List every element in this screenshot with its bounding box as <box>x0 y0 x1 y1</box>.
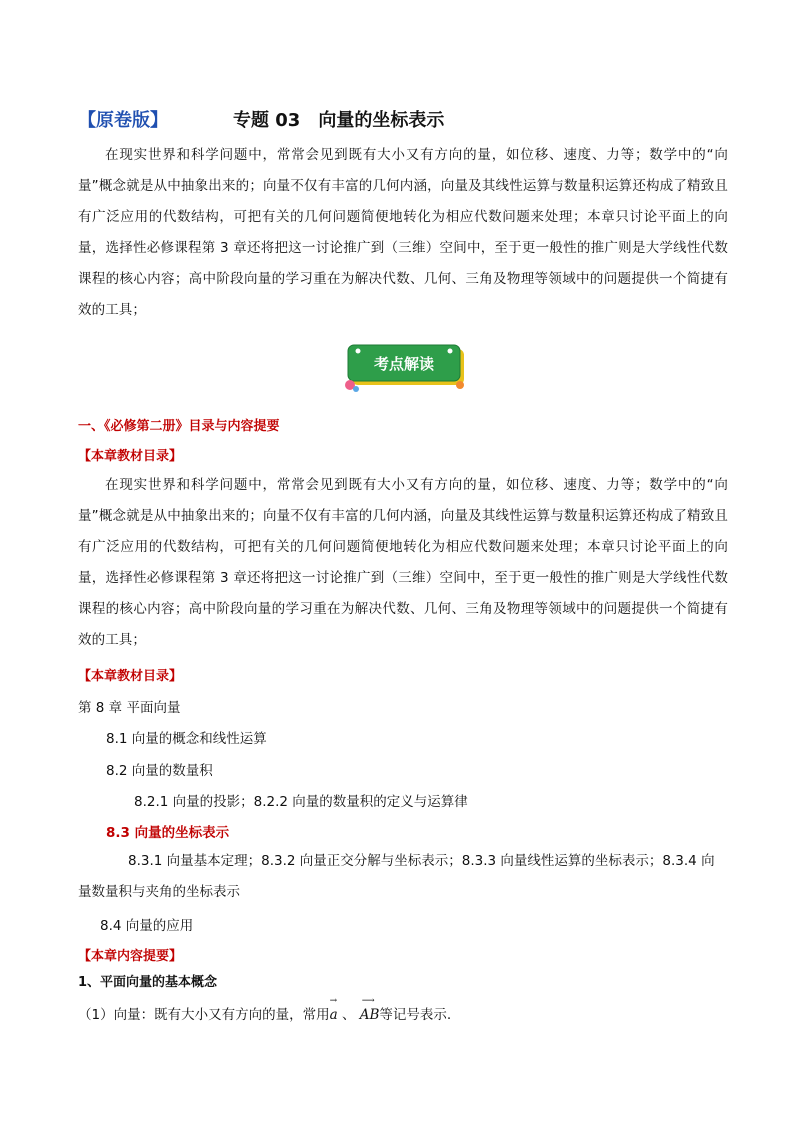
exam-points-badge <box>344 343 468 393</box>
toc-item-8-3-sub: 8.3.1 向量基本定理；8.3.2 向量正交分解与坐标表示；8.3.3 向量线性运算的坐标表示；8.3.4 向量数量积与夹角的坐标表示 <box>78 853 715 900</box>
definition-separator: 、 <box>337 1007 360 1023</box>
title-row <box>78 106 738 132</box>
toc-item-8-1: 8.1 向量的概念和线性运算 <box>106 731 267 747</box>
definition-prefix: （1）向量：既有大小又有方向的量，常用 <box>78 1007 330 1023</box>
topic-title: 专题 03 向量的坐标表示 <box>233 110 445 131</box>
vector-arrow-icon: → <box>329 996 338 1006</box>
badge-text: 考点解读 <box>373 355 435 373</box>
vector-a-symbol: → a <box>329 996 338 1023</box>
definition-suffix: 等记号表示. <box>379 1007 452 1023</box>
toc-item-8-2-sub: 8.2.1 向量的投影；8.2.2 向量的数量积的定义与运算律 <box>134 794 468 810</box>
toc-item-8-2: 8.2 向量的数量积 <box>106 763 213 779</box>
summary-heading: 【本章内容提要】 <box>78 949 183 964</box>
edition-label: 【原卷版】 <box>78 110 168 131</box>
intro-paragraph: 在现实世界和科学问题中，常常会见到既有大小又有方向的量，如位移、速度、力等；数学中的“向量”概念就是从中抽象出来的；向量不仅有丰富的几何内涵，向量及其线性运算与数量积运算还构成了精致且有广泛应用的代数结构，可把有关的几何问题简便地转化为相应代数问题来处理；本章只讨论平面上的向量，选择性必修课程第 3 章还将把这一讨论推广到（三维）空间中，至于更一般性的推广则是大学线性代数课程的核心内容；高中阶段向量的学习重在为解决代数、几何、三角及物理等领域中的问题提供一个简捷有效的工具； <box>78 147 728 318</box>
vector-definition <box>78 996 452 1023</box>
vector-ab-symbol: ⟶ AB <box>359 996 380 1023</box>
toc-item-8-4: 8.4 向量的应用 <box>100 918 194 934</box>
toc-heading-1: 【本章教材目录】 <box>78 449 183 464</box>
section-heading: 一、《必修第二册》目录与内容提要 <box>78 419 280 434</box>
section-paragraph: 在现实世界和科学问题中，常常会见到既有大小又有方向的量，如位移、速度、力等；数学中的“向量”概念就是从中抽象出来的；向量不仅有丰富的几何内涵，向量及其线性运算与数量积运算还构成了精致且有广泛应用的代数结构，可把有关的几何问题简便地转化为相应代数问题来处理；本章只讨论平面上的向量，选择性必修课程第 3 章还将把这一讨论推广到（三维）空间中，至于更一般性的推广则是大学线性代数课程的核心内容；高中阶段向量的学习重在为解决代数、几何、三角及物理等领域中的问题提供一个简捷有效的工具； <box>78 477 728 648</box>
toc-item-8-3: 8.3 向量的坐标表示 <box>106 825 230 841</box>
toc-heading-2: 【本章教材目录】 <box>78 669 183 684</box>
toc-chapter: 第 8 章 平面向量 <box>78 700 181 716</box>
vector-arrow-icon: ⟶ <box>361 996 375 1006</box>
concept-heading: 1、平面向量的基本概念 <box>78 975 218 990</box>
